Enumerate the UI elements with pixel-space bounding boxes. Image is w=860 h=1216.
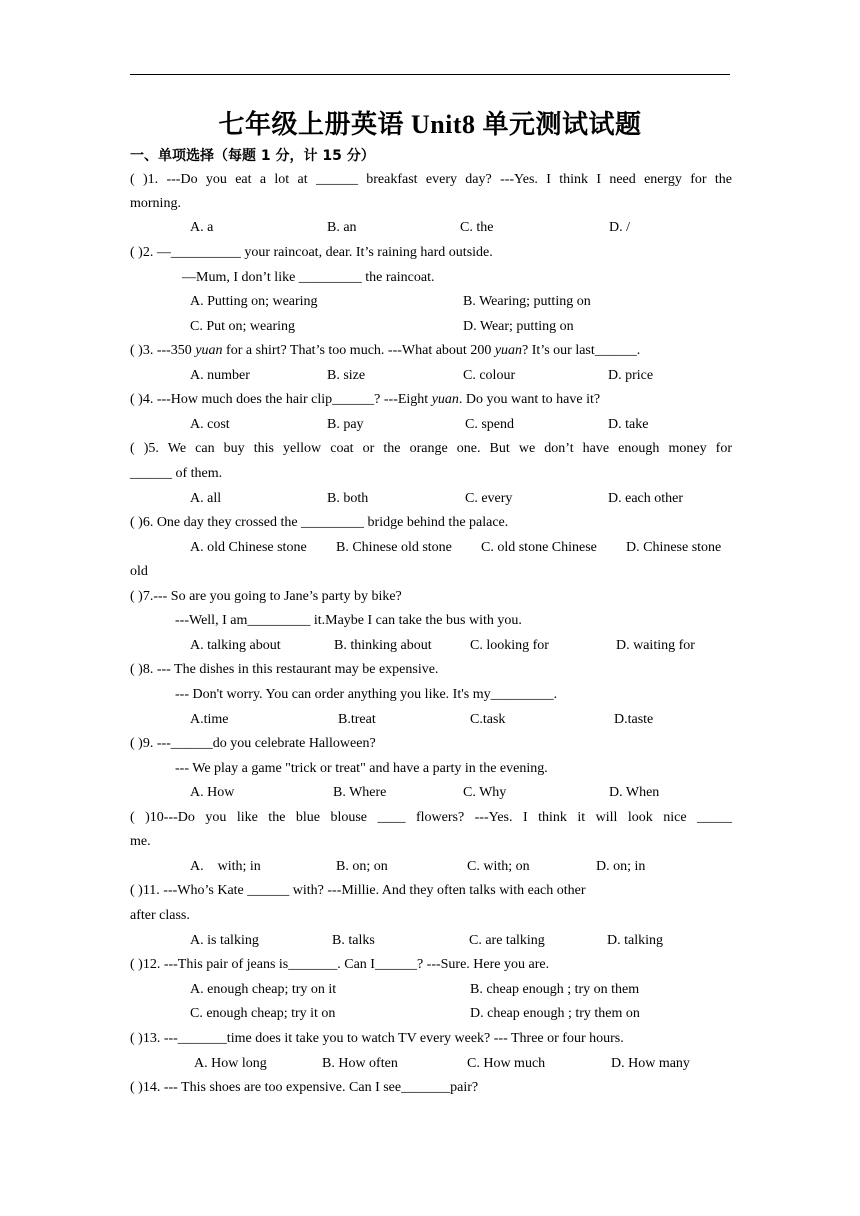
option-a: A. talking about — [190, 638, 281, 653]
option-c: C. Put on; wearing — [190, 319, 295, 334]
option-a: A.time — [190, 712, 229, 727]
question-9-reply: --- We play a game "trick or treat" and have a party in the evening. — [175, 761, 548, 776]
option-c: C. colour — [463, 368, 516, 383]
question-2-reply: —Mum, I don’t like _________ the raincoat. — [182, 270, 435, 285]
option-a: A. Putting on; wearing — [190, 294, 318, 309]
option-d: D. Wear; putting on — [463, 319, 574, 334]
question-1-options — [0, 219, 860, 237]
option-a: A. How — [190, 785, 235, 800]
question-1-stem: ( )1. ---Do you eat a lot at ______ breakfast every day? ---Yes. I think I need energy for the — [130, 172, 732, 187]
option-c: C. enough cheap; try it on — [190, 1006, 336, 1021]
question-14-stem: ( )14. --- This shoes are too expensive. Can I see_______pair? — [130, 1080, 479, 1095]
header-rule — [130, 74, 730, 75]
option-b: B. talks — [332, 933, 375, 948]
option-a: A. with; in — [190, 859, 261, 874]
question-13-stem: ( )13. ---_______time does it take you to watch TV every week? --- Three or four hours. — [130, 1031, 624, 1046]
option-a: A. How long — [194, 1056, 267, 1071]
question-12-options-row2 — [0, 1005, 860, 1023]
option-b: B. cheap enough ; try on them — [470, 982, 640, 997]
option-b: B. thinking about — [334, 638, 432, 653]
question-12-stem: ( )12. ---This pair of jeans is_______. Can I______? ---Sure. Here you are. — [130, 957, 550, 972]
option-b: B. size — [327, 368, 366, 383]
question-3-options — [0, 367, 860, 385]
option-b: B. Chinese old stone — [336, 540, 452, 555]
option-b: B. How often — [322, 1056, 398, 1071]
option-d: D. cheap enough ; try them on — [470, 1006, 640, 1021]
question-2-options-row2 — [0, 318, 860, 336]
question-7-stem: ( )7.--- So are you going to Jane’s party by bike? — [130, 589, 402, 604]
option-a: A. old Chinese stone — [190, 540, 307, 555]
option-a: A. is talking — [190, 933, 259, 948]
question-4-stem: ( )4. ---How much does the hair clip______? ---Eight yuan. Do you want to have it? — [130, 392, 601, 407]
option-b: B. both — [327, 491, 369, 506]
option-d: D.taste — [614, 712, 654, 727]
option-b: B. Where — [333, 785, 387, 800]
option-c: C. every — [465, 491, 513, 506]
question-3-stem: ( )3. ---350 yuan for a shirt? That’s too much. ---What about 200 yuan? It’s our last______. — [130, 343, 641, 358]
question-4-options — [0, 416, 860, 434]
question-10-options — [0, 858, 860, 876]
page-title: 七年级上册英语 Unit8 单元测试试题 — [218, 110, 642, 139]
option-d: D. When — [609, 785, 660, 800]
question-1-continuation: morning. — [130, 196, 181, 211]
question-8-options — [0, 711, 860, 729]
option-c: C. old stone Chinese — [481, 540, 597, 555]
option-c: C. How much — [467, 1056, 546, 1071]
option-d: D. each other — [608, 491, 684, 506]
question-10-continuation: me. — [130, 834, 151, 849]
option-a: A. number — [190, 368, 250, 383]
question-2-stem: ( )2. —__________ your raincoat, dear. It’s raining hard outside. — [130, 245, 493, 260]
question-5-continuation: ______ of them. — [130, 466, 223, 481]
question-5-options — [0, 490, 860, 508]
question-11-stem: ( )11. ---Who’s Kate ______ with? ---Millie. And they often talks with each other — [130, 883, 586, 898]
question-9-options — [0, 784, 860, 802]
option-b: B. pay — [327, 417, 364, 432]
question-7-options — [0, 637, 860, 655]
option-d: D. take — [608, 417, 649, 432]
question-9-stem: ( )9. ---______do you celebrate Halloween? — [130, 736, 376, 751]
question-10-stem: ( )10---Do you like the blue blouse ____ flowers? ---Yes. I think it will look nice _____ — [130, 810, 732, 825]
option-d: D. talking — [607, 933, 663, 948]
option-a: A. enough cheap; try on it — [190, 982, 337, 997]
question-6-continuation: old — [130, 564, 148, 579]
option-c: C. are talking — [469, 933, 545, 948]
question-13-options — [0, 1055, 860, 1073]
option-c: C. looking for — [470, 638, 549, 653]
option-c: C. Why — [463, 785, 507, 800]
option-d: D. on; in — [596, 859, 646, 874]
question-8-reply: --- Don't worry. You can order anything you like. It's my_________. — [175, 687, 558, 702]
question-6-stem: ( )6. One day they crossed the _________ bridge behind the palace. — [130, 515, 509, 530]
option-c: C.task — [470, 712, 506, 727]
option-d: D. price — [608, 368, 654, 383]
question-7-reply: ---Well, I am_________ it.Maybe I can take the bus with you. — [175, 613, 522, 628]
option-c: C. with; on — [467, 859, 530, 874]
option-d: D. How many — [611, 1056, 690, 1071]
option-c: C. spend — [465, 417, 514, 432]
option-b: B. on; on — [336, 859, 388, 874]
option-b: B. Wearing; putting on — [463, 294, 591, 309]
option-b: B. an — [327, 220, 357, 235]
question-11-continuation: after class. — [130, 908, 190, 923]
question-2-options-row1 — [0, 293, 860, 311]
option-a: A. a — [190, 220, 214, 235]
option-a: A. all — [190, 491, 222, 506]
question-6-options — [0, 539, 860, 557]
option-a: A. cost — [190, 417, 230, 432]
option-d: D. waiting for — [616, 638, 695, 653]
option-b: B.treat — [338, 712, 376, 727]
option-d: D. / — [609, 220, 630, 235]
question-5-stem: ( )5. We can buy this yellow coat or the orange one. But we don’t have enough money for — [130, 441, 732, 456]
section-heading: 一、单项选择（每题 1 分，计 15 分） — [130, 148, 375, 164]
question-8-stem: ( )8. --- The dishes in this restaurant may be expensive. — [130, 662, 439, 677]
question-12-options-row1 — [0, 981, 860, 999]
question-11-options — [0, 932, 860, 950]
option-c: C. the — [460, 220, 494, 235]
option-d: D. Chinese stone — [626, 540, 722, 555]
